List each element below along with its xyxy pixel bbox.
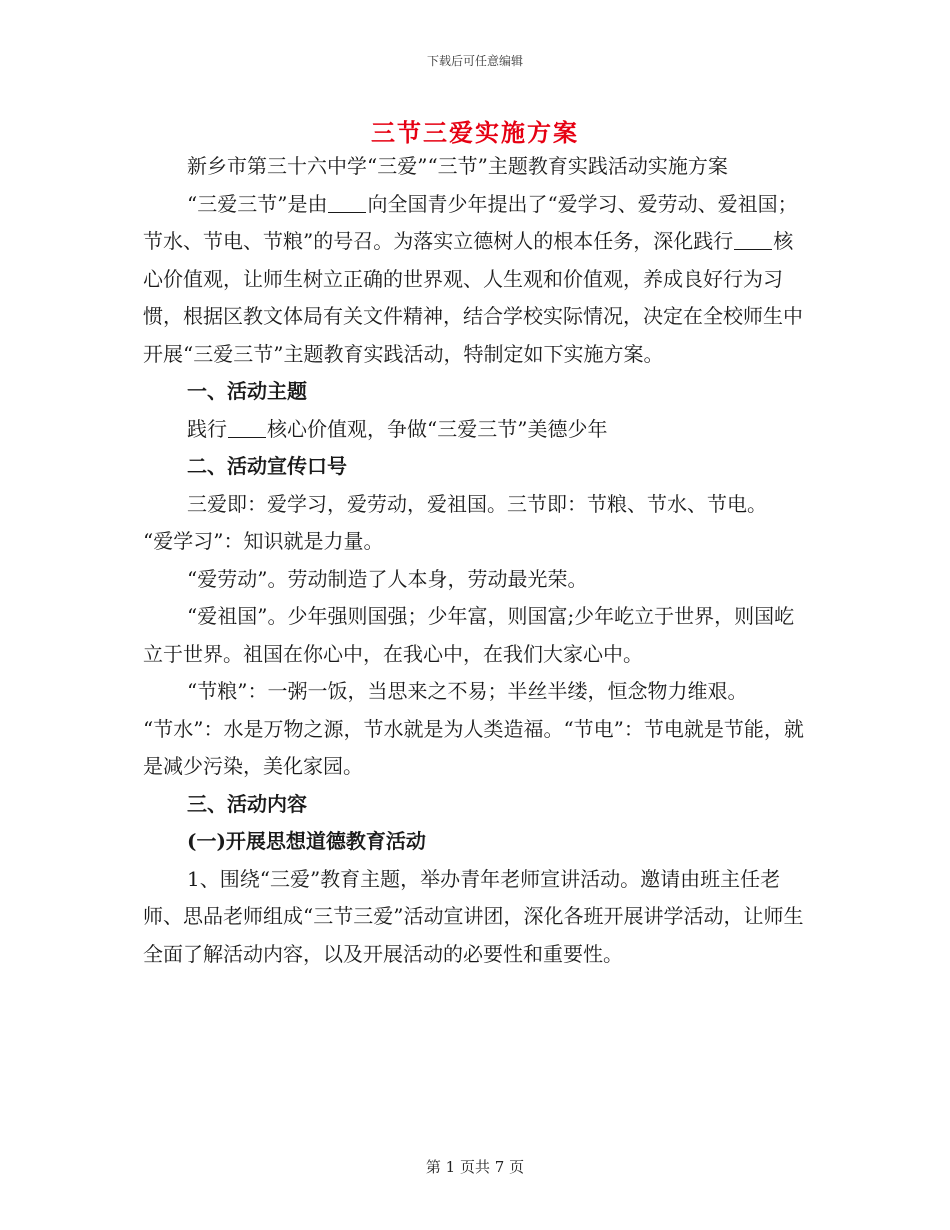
subsection-heading-moral-education: (一)开展思想道德教育活动	[187, 829, 426, 853]
paragraph-save-food: “节粮”：一粥一饭，当思来之不易；半丝半缕，恒念物力维艰。	[187, 679, 748, 703]
theme-text-2: 核心价值观，争做“三爱三节”美德少年	[267, 416, 608, 441]
paragraph-theme	[143, 411, 808, 449]
paragraph-school-plan: 新乡市第三十六中学“三爱”“三节”主题教育实践活动实施方案	[187, 154, 728, 178]
paragraph-love-study: “爱学习”：知识就是力量。	[143, 529, 384, 553]
page-footer: 第 1 页共 7 页	[425, 1158, 525, 1176]
section-heading-theme: 一、活动主题	[187, 379, 307, 403]
section-heading-slogan: 二、活动宣传口号	[187, 454, 347, 478]
document-title: 三节三爱实施方案	[371, 118, 579, 147]
paragraph-save-water-electricity: “节水”：水是万物之源，节水就是为人类造福。“节电”：节电就是节能，就是减少污染，美化家园。	[143, 716, 804, 778]
theme-text-1: 践行	[187, 416, 227, 441]
section-heading-content: 三、活动内容	[187, 791, 307, 816]
intro-text-3: 核心价值观，让师生树立正确的世界观、人生观和价值观，养成良好行为习惯，根据区教文体局有关文件精神，结合学校实际情况，决定在全校师生中开展“三爱三节”主题教育实践活动，特制定如下实施方案。	[143, 229, 803, 366]
paragraph-love-labor: “爱劳动”。劳动制造了人本身，劳动最光荣。	[187, 566, 588, 591]
paragraph-love-country: “爱祖国”。少年强则国强；少年富，则国富;少年屹立于世界，则国屹立于世界。祖国在你心中，在我心中，在我们大家心中。	[143, 604, 795, 666]
paragraph-slogan-summary: 三爱即：爱学习，爱劳动，爱祖国。三节即：节粮、节水、节电。	[187, 491, 767, 516]
paragraph-intro	[143, 186, 808, 374]
fill-blank	[328, 194, 366, 213]
intro-text-1: “三爱三节”是由	[187, 191, 328, 216]
fill-blank	[228, 419, 266, 438]
paragraph-item-1: 1、围绕“三爱”教育主题，举办青年老师宣讲活动。邀请由班主任老师、思品老师组成“三节三爱”活动宣讲团，深化各班开展讲学活动，让师生全面了解活动内容，以及开展活动的必要性和重要性。	[143, 866, 804, 966]
fill-blank	[734, 231, 772, 250]
intro-text-2: 向全国青少年提出了“爱学习、爱劳动、爱祖国；节水、节电、节粮”的号召。为落实立德树人的根本任务，深化践行	[143, 191, 798, 253]
document-body	[143, 148, 808, 973]
page-header: 下载后可任意编辑	[426, 54, 523, 68]
